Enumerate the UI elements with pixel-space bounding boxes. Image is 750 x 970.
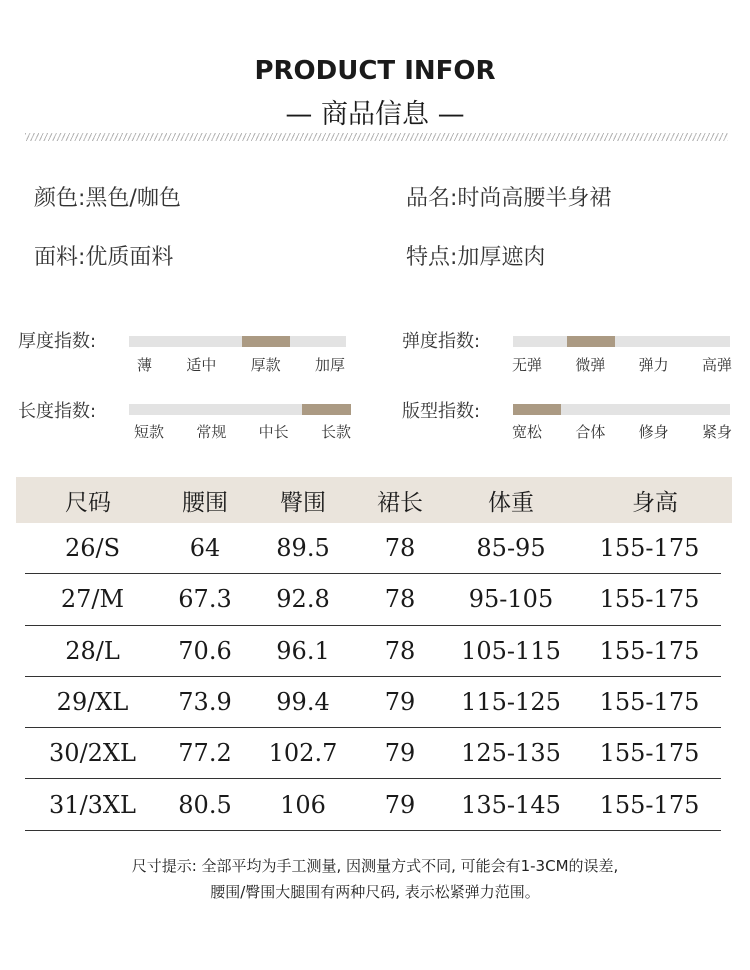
- info-color-key: 颜色:: [34, 186, 86, 211]
- fit-tick: 紧身: [701, 423, 732, 441]
- cell-height: 155-175: [599, 688, 700, 717]
- length-tick: 常规: [196, 423, 227, 441]
- header-skirt-length: 裙长: [377, 489, 423, 516]
- length-index-ticks: [134, 421, 351, 442]
- cell-hip: 89.5: [276, 534, 330, 563]
- thickness-index-bar: [129, 336, 346, 347]
- cell-size: 31/3XL: [49, 790, 136, 819]
- thickness-index-marker: [242, 336, 290, 347]
- elasticity-index-label: 弹度指数:: [402, 331, 481, 352]
- length-index-marker: [302, 404, 351, 415]
- cell-weight: 115-125: [461, 688, 561, 717]
- cell-weight: 135-145: [461, 790, 561, 819]
- length-tick: 短款: [134, 423, 165, 441]
- title-english: PRODUCT INFOR: [254, 56, 496, 86]
- cell-weight: 105-115: [461, 636, 561, 665]
- info-feature-key: 特点:: [406, 245, 458, 270]
- info-fabric: [34, 240, 173, 271]
- thickness-tick: 厚款: [250, 356, 281, 374]
- thickness-tick: 加厚: [314, 356, 345, 374]
- cell-hip: 92.8: [276, 585, 330, 614]
- cell-skirt-length: 78: [384, 585, 416, 614]
- thickness-index-label: 厚度指数:: [18, 331, 97, 352]
- table-row: [25, 677, 721, 728]
- elasticity-tick: 无弹: [512, 356, 543, 374]
- cell-skirt-length: 79: [384, 790, 416, 819]
- header-height: 身高: [632, 489, 678, 516]
- table-row: [25, 779, 721, 830]
- thickness-tick: 适中: [186, 356, 217, 374]
- cell-weight: 95-105: [468, 585, 554, 614]
- fit-index-ticks: [512, 421, 732, 442]
- elasticity-tick: 微弹: [575, 356, 606, 374]
- header-size: 尺码: [65, 489, 111, 516]
- cell-size: 27/M: [60, 585, 125, 614]
- info-fabric-value: 优质面料: [85, 245, 174, 270]
- info-fabric-key: 面料:: [34, 245, 86, 270]
- header-hip: 臀围: [280, 489, 326, 516]
- cell-skirt-length: 78: [384, 534, 416, 563]
- cell-size: 30/2XL: [49, 739, 136, 768]
- length-index-label: 长度指数:: [18, 401, 97, 422]
- fit-index-bar: [513, 404, 730, 415]
- cell-skirt-length: 79: [384, 739, 416, 768]
- elasticity-tick: 高弹: [701, 356, 732, 374]
- size-table-body: [16, 523, 732, 831]
- cell-size: 28/L: [65, 636, 120, 665]
- table-row: [25, 728, 721, 779]
- elasticity-index-ticks: [512, 354, 732, 375]
- cell-hip: 99.4: [276, 688, 330, 717]
- cell-size: 26/S: [64, 534, 121, 563]
- cell-weight: 85-95: [476, 534, 546, 563]
- cell-weight: 125-135: [461, 739, 561, 768]
- fit-index-marker: [513, 404, 561, 415]
- cell-skirt-length: 79: [384, 688, 416, 717]
- cell-height: 155-175: [599, 790, 700, 819]
- elasticity-index-marker: [567, 336, 615, 347]
- title-chinese: — 商品信息 —: [285, 99, 465, 130]
- cell-height: 155-175: [599, 585, 700, 614]
- thickness-index-ticks: [137, 354, 345, 375]
- cell-height: 155-175: [599, 534, 700, 563]
- elasticity-index-bar: [513, 336, 730, 347]
- cell-hip: 106: [280, 790, 326, 819]
- cell-waist: 70.6: [178, 636, 232, 665]
- cell-waist: 67.3: [178, 585, 232, 614]
- header-waist: 腰围: [182, 489, 228, 516]
- info-name: [406, 181, 611, 212]
- fit-tick: 合体: [575, 423, 606, 441]
- info-color-value: 黑色/咖色: [85, 186, 181, 211]
- table-row: [25, 523, 721, 574]
- cell-hip: 102.7: [268, 739, 338, 768]
- length-tick: 中长: [258, 423, 289, 441]
- length-index-bar: [129, 404, 351, 415]
- cell-waist: 64: [189, 534, 221, 563]
- cell-waist: 73.9: [178, 688, 232, 717]
- table-row: [25, 574, 721, 625]
- thickness-tick: 薄: [137, 356, 153, 374]
- cell-height: 155-175: [599, 636, 700, 665]
- cell-size: 29/XL: [56, 688, 129, 717]
- size-note-line1: 尺寸提示: 全部平均为手工测量, 因测量方式不同, 可能会有1-3CM的误差,: [131, 857, 619, 875]
- info-color: [34, 181, 181, 212]
- size-table: [16, 477, 732, 831]
- table-row: [25, 626, 721, 677]
- info-feature: [406, 240, 545, 271]
- length-tick: 长款: [320, 423, 351, 441]
- header-weight: 体重: [488, 489, 534, 516]
- fit-index-label: 版型指数:: [402, 401, 481, 422]
- size-table-header: [16, 477, 732, 523]
- cell-height: 155-175: [599, 739, 700, 768]
- cell-waist: 80.5: [178, 790, 232, 819]
- info-name-value: 时尚高腰半身裙: [457, 186, 612, 211]
- cell-skirt-length: 78: [384, 636, 416, 665]
- size-note-line2: 腰围/臀围大腿围有两种尺码, 表示松紧弹力范围。: [210, 883, 540, 901]
- cell-hip: 96.1: [276, 636, 330, 665]
- fit-tick: 宽松: [512, 423, 543, 441]
- info-name-key: 品名:: [406, 186, 458, 211]
- elasticity-tick: 弹力: [638, 356, 669, 374]
- info-feature-value: 加厚遮肉: [457, 245, 546, 270]
- cell-waist: 77.2: [178, 739, 232, 768]
- hatch-divider: [25, 133, 728, 141]
- fit-tick: 修身: [638, 423, 669, 441]
